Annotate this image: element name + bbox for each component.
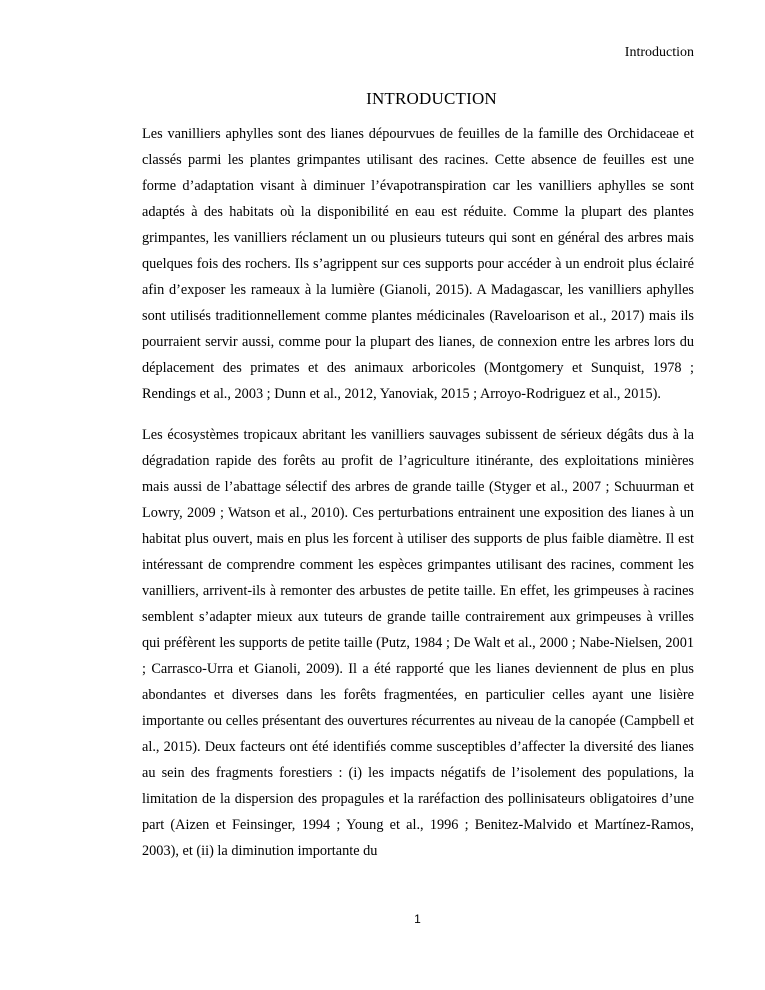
running-header: Introduction xyxy=(624,45,694,60)
body-text xyxy=(142,121,694,864)
paragraph-1: Les vanilliers aphylles sont des lianes dépourvues de feuilles de la famille des Orchidaceae et classés parmi les plantes grimpantes utilisant des racines. Cette absence de feuilles est une forme d’adaptation visant à diminuer l’évapotranspiration car les vanilliers aphylles se sont adaptés à des habitats où la disponibilité en eau est réduite. Comme la plupart des plantes grimpantes, les vanilliers réclament un ou plusieurs tuteurs qui sont en général des arbres mais quelques fois des rochers. Ils s’agrippent sur ces supports pour accéder à un endroit plus éclairé afin d’exposer les rameaux à la lumière (Gianoli, 2015). A Madagascar, les vanilliers aphylles sont utilisés traditionnellement comme plantes médicinales (Raveloarison et al., 2017) mais ils pourraient servir aussi, comme pour la plupart des lianes, de connexion entre les arbres lors du déplacement des primates et des animaux arboricoles (Montgomery et Sunquist, 1978 ; Rendings et al., 2003 ; Dunn et al., 2012, Yanoviak, 2015 ; Arroyo-Rodriguez et al., 2015). xyxy=(142,126,694,402)
paragraph-2: Les écosystèmes tropicaux abritant les vanilliers sauvages subissent de sérieux dégâts dus à la dégradation rapide des forêts au profit de l’agriculture itinérante, des exploitations minières mais aussi de l’abattage sélectif des arbres de grande taille (Styger et al., 2007 ; Schuurman et Lowry, 2009 ; Watson et al., 2010). Ces perturbations entrainent une exposition des lianes à un habitat plus ouvert, mais en plus les forcent à utiliser des supports de plus faible diamètre. Il est intéressant de comprendre comment les espèces grimpantes utilisant des racines, comment les vanilliers, arrivent-ils à remonter des arbustes de petite taille. En effet, les grimpeuses à racines semblent s’adapter mieux aux tuteurs de grande taille contrairement aux grimpeuses à vrilles qui préfèrent les supports de petite taille (Putz, 1984 ; De Walt et al., 2000 ; Nabe-Nielsen, 2001 ; Carrasco-Urra et Gianoli, 2009). Il a été rapporté que les lianes deviennent de plus en plus abondantes et diverses dans les forêts fragmentées, en particulier celles ayant une lisière importante ou celles présentant des ouvertures récurrentes au niveau de la canopée (Campbell et al., 2015). Deux facteurs ont été identifiés comme susceptibles d’affecter la diversité des lianes au sein des fragments forestiers : (i) les impacts négatifs de l’isolement des populations, la limitation de la dispersion des propagules et la raréfaction des pollinisateurs obligatoires d’une part (Aizen et Feinsinger, 1994 ; Young et al., 1996 ; Benitez-Malvido et Martínez-Ramos, 2003), et (ii) la diminution importante du xyxy=(142,427,694,859)
page-number: 1 xyxy=(414,912,421,926)
section-title: INTRODUCTION xyxy=(366,89,497,108)
